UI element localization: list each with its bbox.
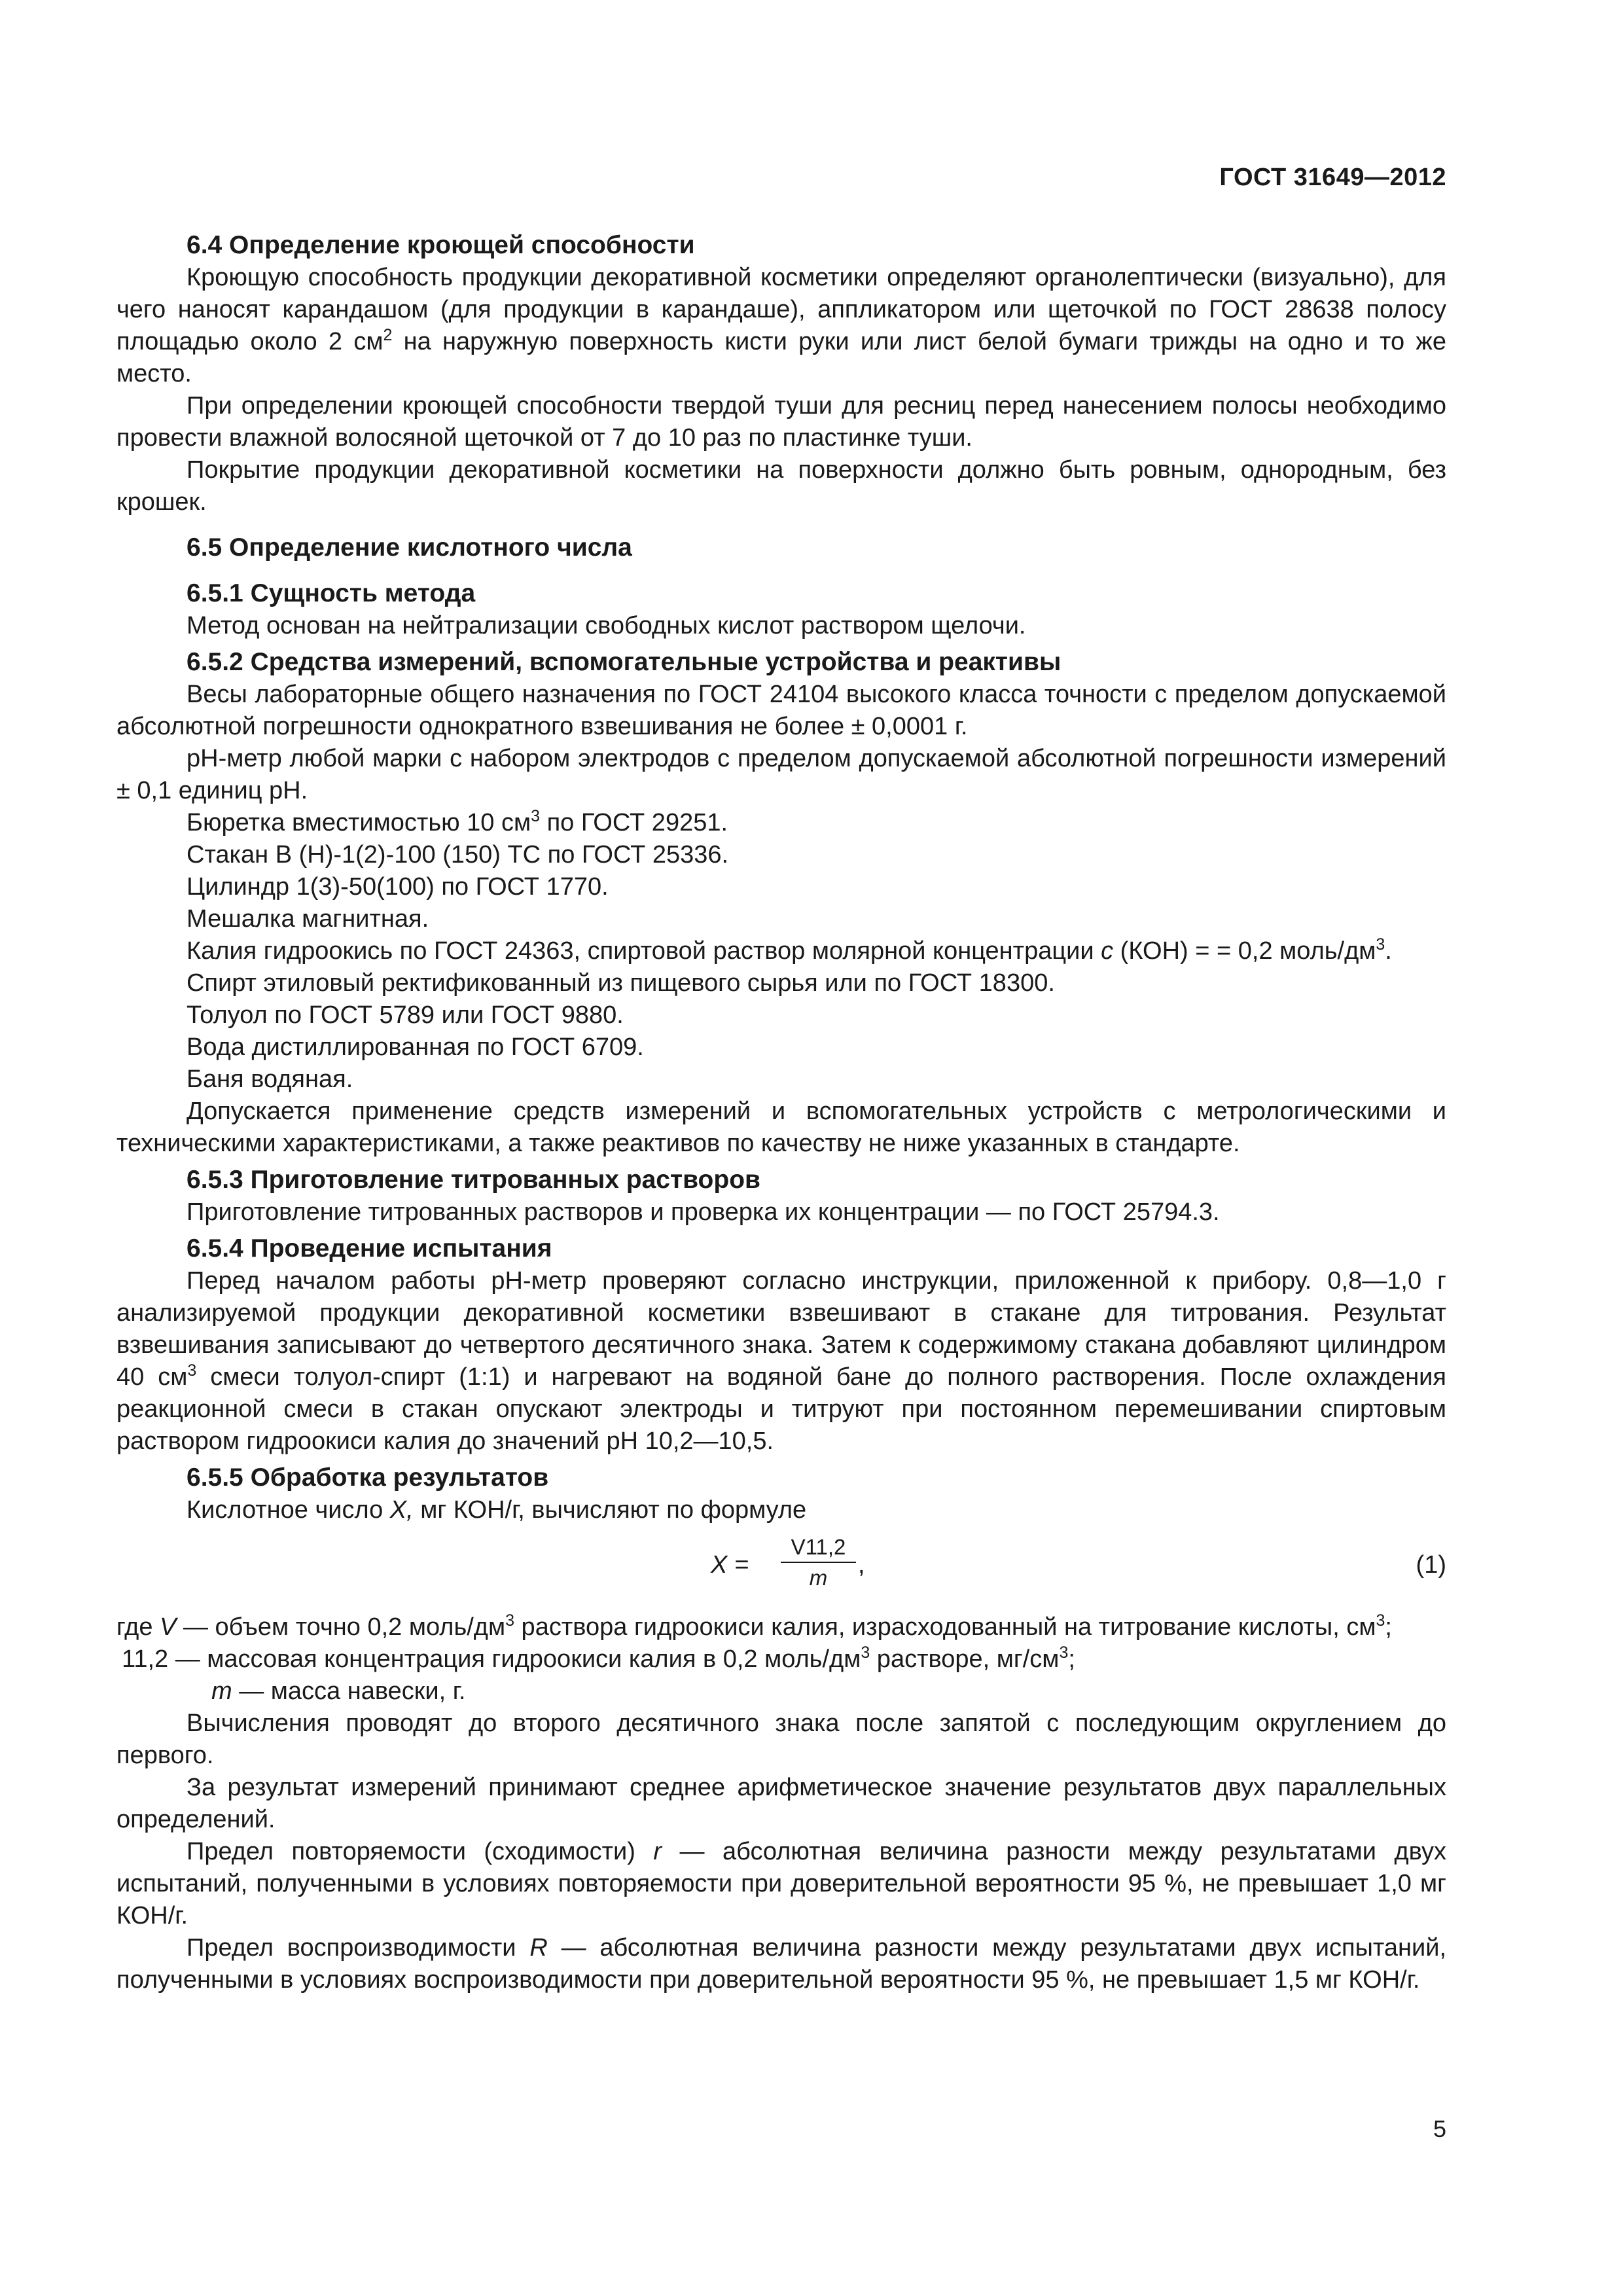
paragraph: Вода дистиллированная по ГОСТ 6709.: [187, 1033, 644, 1061]
formula-definitions: [116, 1611, 1446, 1708]
paragraph: Весы лабораторные общего назначения по ГОСТ 24104 высокого класса точности с пределом допускаемой абсолютной погрешности однократного взвешивания не более ± 0,0001 г.: [116, 681, 1446, 740]
formula-denominator: m: [809, 1566, 828, 1590]
paragraph: Предел воспроизводимости R — абсолютная величина разности между результатами двух испытаний, полученными в условиях воспроизводимости при доверительной вероятности 95 %, не превышает 1,5 мг КОН/г.: [116, 1934, 1446, 1994]
section-6-5-1-title: 6.5.1 Сущность метода: [187, 579, 476, 607]
paragraph: Цилиндр 1(3)-50(100) по ГОСТ 1770.: [187, 873, 609, 901]
paragraph: Вычисления проводят до второго десятичного знака после запятой с последующим округлением до первого.: [116, 1710, 1446, 1769]
paragraph: Приготовление титрованных растворов и проверка их концентрации — по ГОСТ 25794.3.: [187, 1198, 1220, 1226]
paragraph: Стакан В (Н)-1(2)-100 (150) ТС по ГОСТ 25336.: [187, 841, 729, 869]
paragraph: Предел повторяемости (сходимости) r — абсолютная величина разности между результатами двух испытаний, полученными в условиях повторяемости при доверительной вероятности 95 %, не превышает 1,0 мг КОН/г.: [116, 1838, 1446, 1929]
definition-v: где V — объем точно 0,2 моль/$дм^3$ раствора гидроокиси калия, израсходованный на титрование кислоты, $см^3$;: [116, 1611, 1392, 1641]
paragraph: Калия гидроокись по ГОСТ 24363, спиртовой раствор молярной концентрации с (КОН) = = 0,2 моль/$дм^3$.: [187, 935, 1392, 965]
formula-trail: ,: [858, 1551, 865, 1579]
paragraph: Мешалка магнитная.: [187, 905, 429, 933]
paragraph: Перед началом работы pH-метр проверяют согласно инструкции, приложенной к прибору. 0,8—1,0 г анализируемой продукции декоративной косметики взвешивают в стакане для титрования. Результат взвешивания записывают до четвертого десятичного знака. Затем к содержимому стакана добавляют цилиндром 40 $см^3$ смеси толуол-спирт (1:1) и нагревают на водяной бане до полного растворения. После охлаждения реакционной смеси в стакан опускают электроды и титруют при постоянном перемешивании спиртовым раствором гидроокиси калия до значений pH 10,2—10,5.: [116, 1267, 1446, 1455]
paragraph: Спирт этиловый ректификованный из пищевого сырья или по ГОСТ 18300.: [187, 969, 1055, 997]
paragraph: При определении кроющей способности твердой туши для ресниц перед нанесением полосы необходимо провести влажной волосяной щеточкой от 7 до 10 раз по пластинке туши.: [116, 392, 1446, 452]
section-6-5-5-title: 6.5.5 Обработка результатов: [187, 1463, 549, 1492]
paragraph: Допускается применение средств измерений и вспомогательных устройств с метрологическими и техническими характеристиками, а также реактивов по качеству не ниже указанных в стандарте.: [116, 1098, 1446, 1157]
paragraph: Кроющую способность продукции декоративной косметики определяют органолептически (визуально), для чего наносят карандашом (для продукции в карандаше), аппликатором или щеточкой по ГОСТ 28638 полосу площадью около 2 $см^2$ на наружную поверхность кисти руки или лист белой бумаги трижды на одно и то же место.: [116, 264, 1446, 387]
formula-fraction: [781, 1533, 856, 1593]
page-body: [116, 157, 1446, 1996]
formula-number: (1): [1416, 1551, 1446, 1579]
paragraph: Покрытие продукции декоративной косметики на поверхности должно быть ровным, однородным, без крошек.: [116, 456, 1446, 516]
paragraph: Толуол по ГОСТ 5789 или ГОСТ 9880.: [187, 1001, 624, 1029]
formula-lhs: X =: [711, 1551, 749, 1579]
page-number: 5: [1433, 2115, 1446, 2142]
definition-11-2: 11,2 — массовая концентрация гидроокиси калия в 0,2 моль/$дм^3$ растворе, $мг/см^3$;: [122, 1643, 1075, 1673]
section-6-5-4-title: 6.5.4 Проведение испытания: [187, 1234, 552, 1263]
paragraph: Кислотное число X, мг КОН/г, вычисляют по формуле: [187, 1496, 807, 1524]
definition-m: m — масса навески, г.: [211, 1677, 466, 1705]
section-6-5-title: 6.5 Определение кислотного числа: [187, 533, 632, 562]
section-6-5-3-title: 6.5.3 Приготовление титрованных растворов: [187, 1166, 760, 1194]
paragraph: За результат измерений принимают среднее арифметическое значение результатов двух параллельных определений.: [116, 1774, 1446, 1833]
paragraph: Метод основан на нейтрализации свободных кислот раствором щелочи.: [187, 612, 1026, 639]
formula-1: [116, 1533, 1446, 1605]
paragraph: Баня водяная.: [187, 1066, 353, 1093]
section-6-4-title: 6.4 Определение кроющей способности: [187, 231, 695, 259]
section-6-5-2-title: 6.5.2 Средства измерений, вспомогательные устройства и реактивы: [187, 648, 1061, 676]
paragraph: pH-метр любой марки с набором электродов с пределом допускаемой абсолютной погрешности измерений ± 0,1 единиц pH.: [116, 745, 1446, 804]
formula-numerator: V11,2: [781, 1533, 856, 1563]
document-code: ГОСТ 31649—2012: [1219, 164, 1446, 191]
paragraph: Бюретка вместимостью 10 $см^3$ по ГОСТ 29251.: [187, 807, 728, 836]
